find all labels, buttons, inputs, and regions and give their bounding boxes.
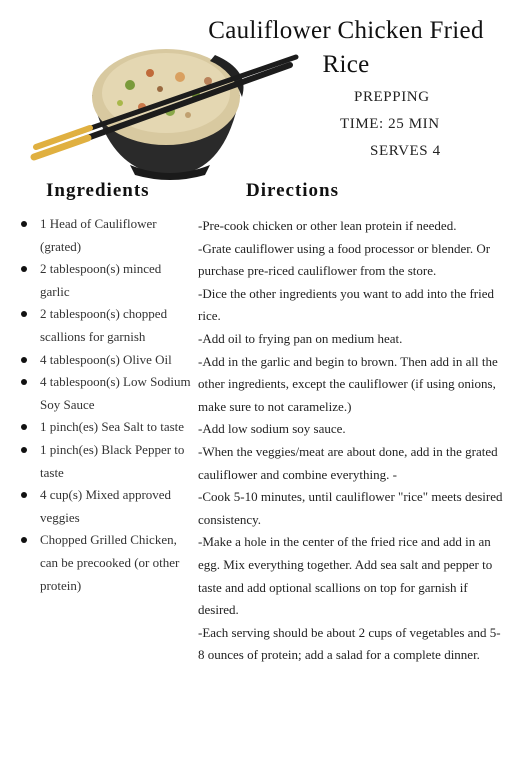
ingredient-item: 4 cup(s) Mixed approved veggies <box>18 484 193 529</box>
direction-step: -Pre-cook chicken or other lean protein if needed. <box>198 218 457 233</box>
directions-heading: Directions <box>246 180 340 201</box>
direction-step: -Add in the garlic and begin to brown. Then add in all the other ingredients, except the cauliflower (if using onions, make sure to not caramelize.) <box>198 353 498 414</box>
ingredient-item: 1 Head of Cauliflower (grated) <box>18 213 193 258</box>
ingredient-item: Chopped Grilled Chicken, can be precooked (or other protein) <box>18 529 193 597</box>
prep-label: PREPPING <box>354 89 430 105</box>
directions-list <box>198 215 504 667</box>
ingredient-item: 1 pinch(es) Sea Salt to taste <box>18 416 193 439</box>
direction-step: -Grate cauliflower using a food processor or blender. Or purchase pre-riced cauliflower from the store. <box>198 240 491 279</box>
serves: SERVES 4 <box>370 143 441 159</box>
ingredient-item: 4 tablespoon(s) Olive Oil <box>18 349 193 372</box>
ingredient-item: 2 tablespoon(s) minced garlic <box>18 258 193 303</box>
direction-step: -Add oil to frying pan on medium heat. <box>198 330 403 346</box>
direction-step: -Cook 5-10 minutes, until cauliflower "rice" meets desired consistency. <box>198 489 503 527</box>
ingredients-heading: Ingredients <box>46 180 150 201</box>
ingredient-item: 4 tablespoon(s) Low Sodium Soy Sauce <box>18 371 193 416</box>
bullet-icon <box>21 311 27 317</box>
direction-step: -Add low sodium soy sauce. <box>198 421 346 437</box>
direction-step: -Dice the other ingredients you want to add into the fried rice. <box>198 285 495 324</box>
bullet-icon <box>21 357 27 363</box>
direction-step: -When the veggies/meat are about done, add in the grated cauliflower and combine everything. - <box>198 443 498 482</box>
prep-time: TIME: 25 MIN <box>340 116 440 132</box>
ingredient-item: 2 tablespoon(s) chopped scallions for garnish <box>18 303 193 348</box>
bullet-icon <box>21 221 27 227</box>
ingredients-list <box>18 213 193 597</box>
bullet-icon <box>21 447 27 453</box>
recipe-title: Cauliflower Chicken Fried Rice <box>208 17 484 78</box>
bullet-icon <box>21 492 27 498</box>
ingredient-item: 1 pinch(es) Black Pepper to taste <box>18 439 193 484</box>
bullet-icon <box>21 424 27 430</box>
bullet-icon <box>21 379 27 385</box>
bullet-icon <box>21 266 27 272</box>
recipe-meta <box>330 84 490 165</box>
bullet-icon <box>21 537 27 543</box>
direction-step: -Make a hole in the center of the fried rice and add in an egg. Mix everything together. Add sea salt and pepper to taste and add optional scallions on top for garnish if desired. <box>198 534 493 618</box>
direction-step: -Each serving should be about 2 cups of vegetables and 5-8 ounces of protein; add a salad for a complete dinner. <box>198 624 501 663</box>
